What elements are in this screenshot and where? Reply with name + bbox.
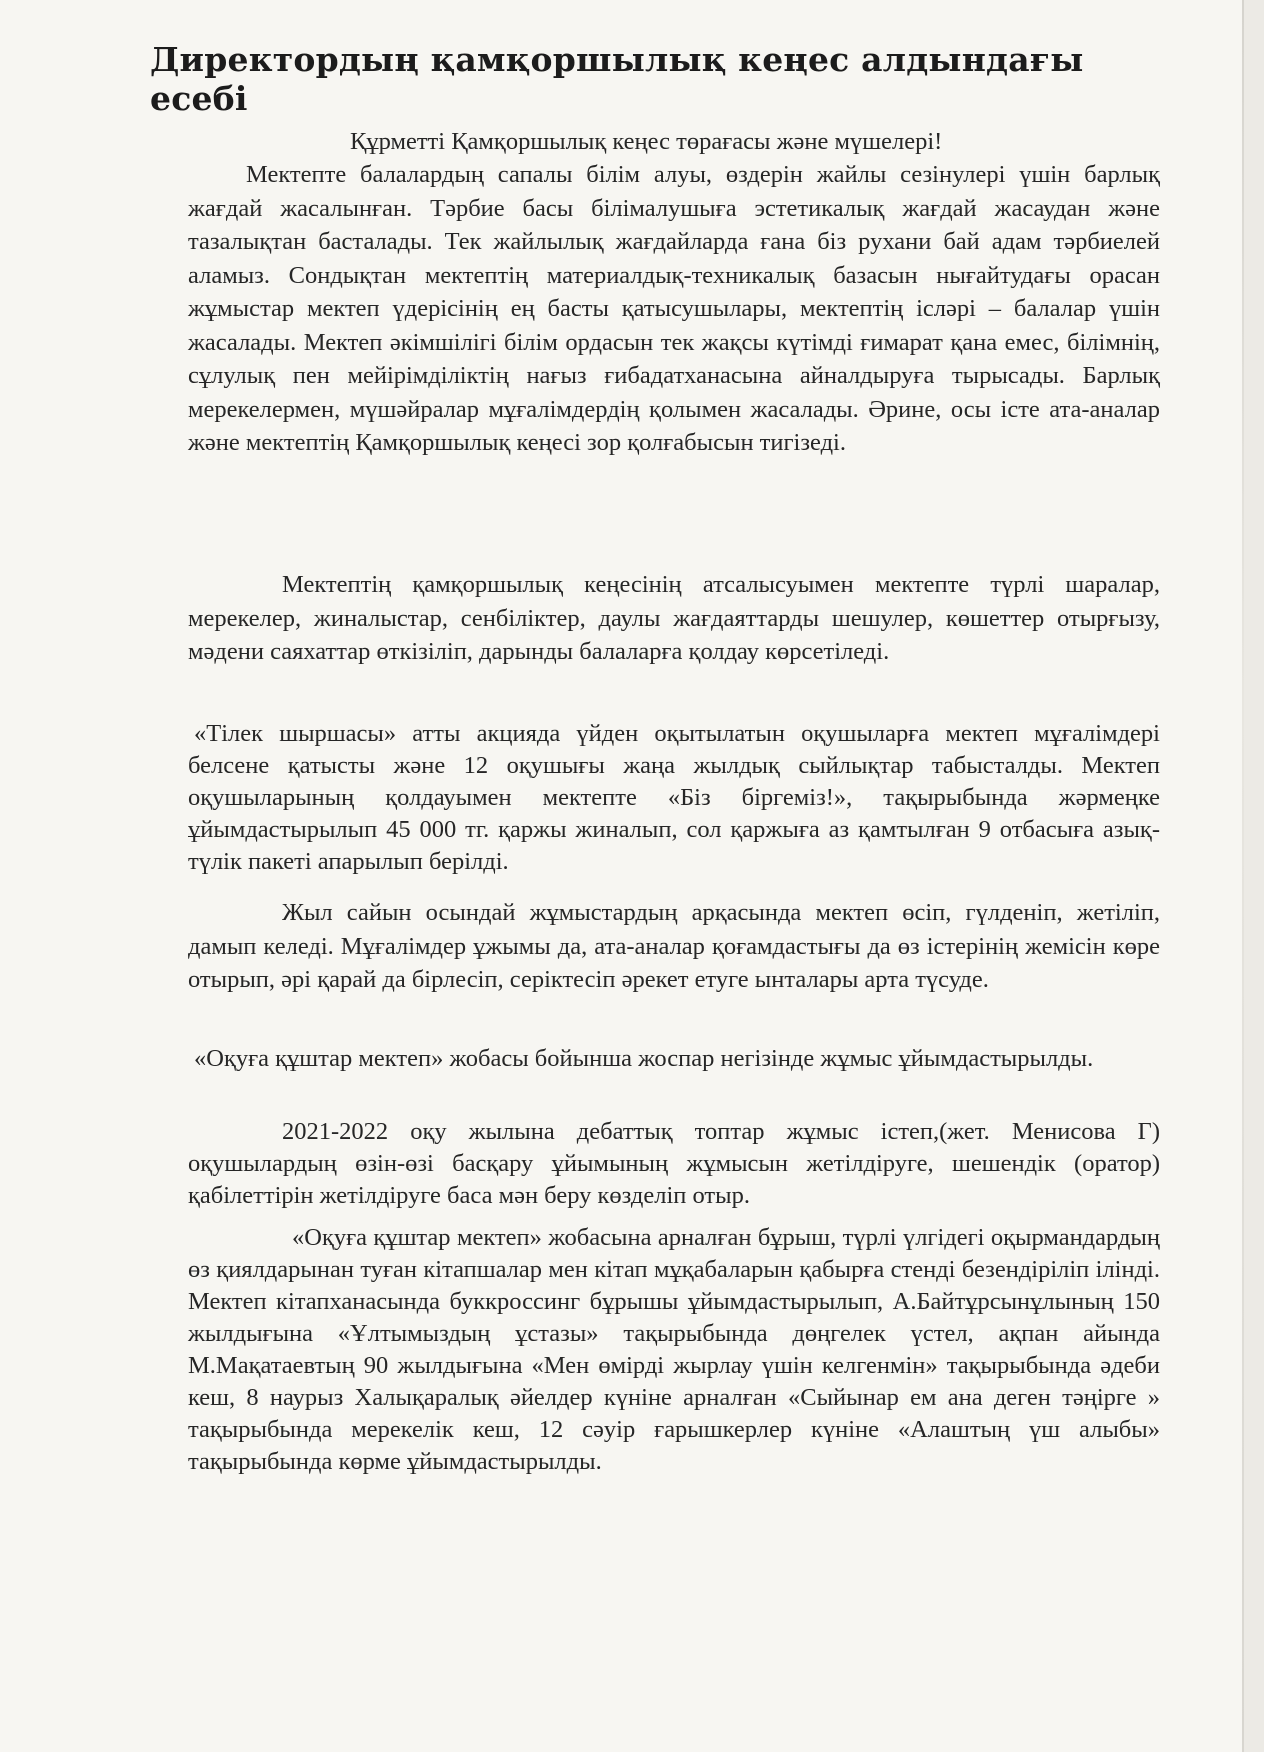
page-scan-margin bbox=[1244, 0, 1264, 1752]
paragraph-2-block bbox=[188, 568, 1160, 669]
paragraph-1-block bbox=[188, 158, 1160, 460]
paragraph-2: Мектептің қамқоршылық кеңесінің атсалысуымен мектепте түрлі шаралар, мерекелер, жиналыстар, сенбіліктер, даулы жағдаяттарды шешулер, көшеттер отырғызу, мәдени саяхаттар өткізіліп, дарынды балаларға қолдау көрсетіледі. bbox=[188, 571, 1160, 665]
paragraph-7: «Оқуға құштар мектеп» жобасына арналған бұрыш, түрлі үлгідегі оқырмандардың өз қиялдарынан туған кітапшалар мен кітап мұқабаларын қабырға стенді безендіріліп ілінді. Мектеп кітапханасында буккроссинг бұрышы ұйымдастырылып, А.Байтұрсынұлының 150 жылдығына «Ұлтымыздың ұстазы» тақырыбында дөңгелек үстел, ақпан айында М.Мақатаевтың 90 жылдығына «Мен өмірді жырлау үшін келгенмін» тақырыбында әдеби кеш, 8 наурыз Халықаралық әйелдер күніне арналған «Сыйынар ем ана деген тәңірге » тақырыбында мерекелік кеш, 12 сәуір ғарышкерлер күніне «Алаштың үш алыбы» тақырыбында көрме ұйымдастырылды. bbox=[188, 1224, 1160, 1475]
paragraph-6-block bbox=[188, 1116, 1160, 1212]
paragraph-5-block bbox=[188, 1042, 1160, 1076]
paragraph-3: «Тілек шыршасы» атты акцияда үйден оқытылатын оқушыларға мектеп мұғалімдері белсене қатысты және 12 оқушығы жаңа жылдық сыйлықтар табысталды. Мектеп оқушыларының қолдауымен мектепте «Біз біргеміз!», тақырыбында жәрмеңке ұйымдастырылып 45 000 тг. қаржы жиналып, сол қаржыға аз қамтылған 9 отбасыға азық-түлік пакеті апарылып берілді. bbox=[188, 720, 1160, 875]
page-scan-edge bbox=[1242, 0, 1244, 1752]
document-title: Директордың қамқоршылық кеңес алдындағы есебі bbox=[150, 40, 1084, 118]
paragraph-6: 2021-2022 оқу жылына дебаттық топтар жұмыс істеп,(жет. Менисова Г) оқушылардың өзін-өзі басқару ұйымының жұмысын жетілдіруге, шешендік (оратор) қабілеттірін жетілдіруге баса мән беру көзделіп отыр. bbox=[188, 1118, 1160, 1209]
paragraph-4-block bbox=[188, 896, 1160, 997]
paragraph-5: «Оқуға құштар мектеп» жобасы бойынша жоспар негізінде жұмыс ұйымдастырылды. bbox=[194, 1045, 1094, 1072]
paragraph-4: Жыл сайын осындай жұмыстардың арқасында мектеп өсіп, гүлденіп, жетіліп, дамып келеді. Мұғалімдер ұжымы да, ата-аналар қоғамдастығы да өз істерінің жемісін көре отырып, әрі қарай да бірлесіп, серіктесіп әрекет етуге ынталары арта түсуде. bbox=[188, 899, 1160, 993]
paragraph-7-block bbox=[188, 1222, 1160, 1478]
paragraph-3-block bbox=[188, 718, 1160, 878]
greeting-line: Құрметті Қамқоршылық кеңес төрағасы және мүшелері! bbox=[350, 128, 943, 155]
paragraph-1: Мектепте балалардың сапалы білім алуы, өздерін жайлы сезінулері үшін барлық жағдай жасалынған. Тәрбие басы білімалушыға эстетикалық жағдай жасаудан және тазалықтан басталады. Тек жайлылық жағдайларда ғана біз рухани бай адам тәрбиелей аламыз. Сондықтан мектептің материалдық-техникалық базасын нығайтудағы орасан жұмыстар мектеп үдерісінің ең басты қатысушылары, мектептің ісләрі – балалар үшін жасалады. Мектеп әкімшілігі білім ордасын тек жақсы күтімді ғимарат қана емес, білімнің, сұлулық пен мейірімділіктің нағыз ғибадатханасына айналдыруға тырысады. Барлық мерекелермен, мүшәйралар мұғалімдердің қолымен жасалады. Әрине, осы істе ата-аналар және мектептің Қамқоршылық кеңесі зор қолғабысын тигізеді. bbox=[188, 161, 1160, 456]
